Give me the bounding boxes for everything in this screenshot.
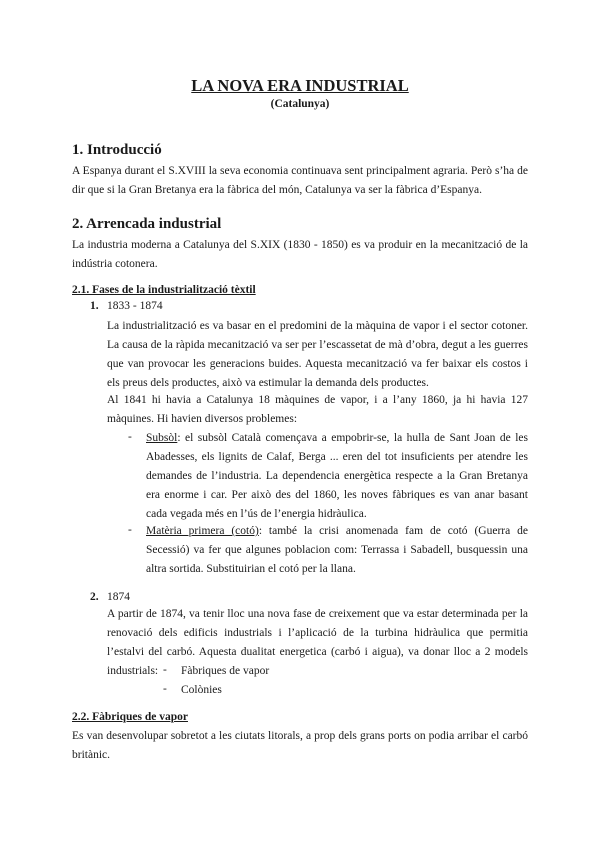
- bullet-dash: -: [163, 683, 167, 695]
- section-1-heading: 1. Introducció: [72, 142, 162, 158]
- bullet-dash: -: [128, 431, 132, 443]
- section-2-heading: 2. Arrencada industrial: [72, 216, 222, 232]
- phase-1-paragraph-1: La industrialització es va basar en el predomini de la màquina de vapor i el sector cotoner. La causa de la ràpida mecanització va ser per l’escassetat de mà d’obra, degut a les guerres que van provocar les generacions buides. Aquesta mecanització va fer baixar els costos i els preus dels productes, això va estimular la demanda dels productes.: [107, 320, 528, 389]
- phase-2-number: 2.: [90, 591, 99, 603]
- phase-1-number: 1.: [90, 300, 99, 312]
- bullet-subsol-label: Subsòl: [146, 432, 178, 444]
- phase-1-paragraph-2: Al 1841 hi havia a Catalunya 18 màquines de vapor, i a l’any 1860, ja hi havia 127 màquines. Hi havien diversos problemes:: [107, 394, 528, 425]
- bullet-dash: -: [128, 524, 132, 536]
- section-2-text: La industria moderna a Catalunya del S.XIX (1830 - 1850) es va produir en la mecanització de la indústria cotonera.: [72, 239, 528, 270]
- subsection-2-2-heading: 2.2. Fàbriques de vapor: [72, 711, 188, 723]
- subsection-2-2-text: Es van desenvolupar sobretot a les ciutats litorals, a prop dels grans ports on podia arribar el carbó britànic.: [72, 730, 528, 761]
- bullet-subsol: [146, 429, 528, 524]
- phase-1-dates: 1833 - 1874: [107, 300, 163, 312]
- phase-2-dates: 1874: [107, 591, 130, 603]
- bullet-subsol-text: : el subsòl Català començava a empobrir-se, la hulla de Sant Joan de les Abadesses, els lignits de Calaf, Berga ... eren del tot insuficients per atendre les demandes de l’industria. La dependencia energètica respecte a la Gran Bretanya era enorme i car. Per això des del 1860, les noves fàbriques es van anar basant cada vegada més en l’ús de l’energia hidràulica.: [146, 432, 528, 520]
- bullet-dash: -: [163, 664, 167, 676]
- model-item: Colònies: [181, 684, 222, 696]
- model-item: Fàbriques de vapor: [181, 665, 270, 677]
- phase-2-paragraph: A partir de 1874, va tenir lloc una nova fase de creixement que va estar determinada per la renovació dels edificis industrials i l’aplicació de la turbina hidràulica que permitia l’estalvi del carbó. Aquesta dualitat energetica (carbó i aigua), va donar lloc a 2 models industrials:: [107, 608, 528, 677]
- bullet-materia-label: Matèria primera (cotó): [146, 525, 259, 537]
- page-title: LA NOVA ERA INDUSTRIAL: [191, 76, 409, 95]
- page-subtitle: (Catalunya): [270, 98, 330, 110]
- section-1-text: A Espanya durant el S.XVIII la seva economia continuava sent principalment agraria. Però s’ha de dir que si la Gran Bretanya era la fàbrica del món, Catalunya va ser la fàbrica d’Espanya.: [72, 165, 528, 196]
- bullet-materia-primera: [146, 522, 528, 579]
- subsection-2-1-heading: 2.1. Fases de la industrialització tèxtil: [72, 284, 256, 296]
- bullet-materia-text: : també la crisi anomenada fam de cotó (Guerra de Secessió) va fer que algunes poblacion com: Terrassa i Sabadell, busquessin una altra sortida. Substituirian el cotó per la llana.: [146, 525, 528, 575]
